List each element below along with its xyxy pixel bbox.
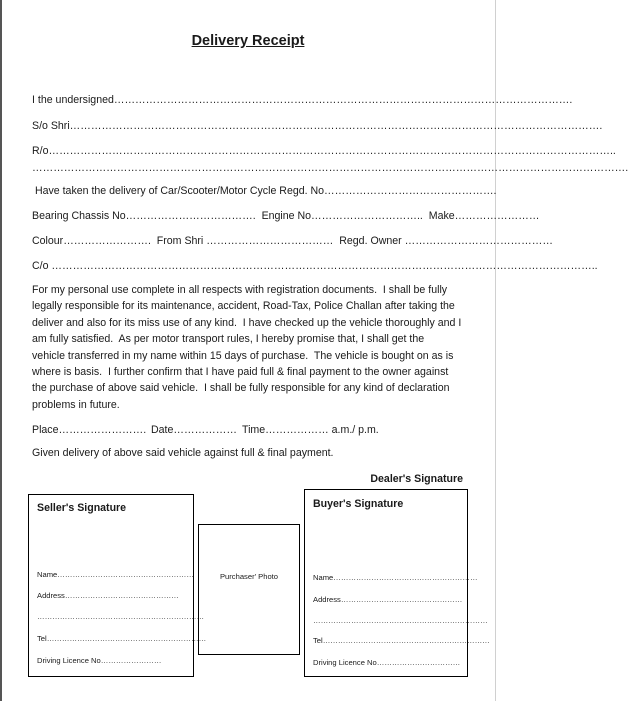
- buyer-signature-box: [304, 489, 468, 677]
- place-field: Place…………………….: [32, 424, 147, 436]
- ro-continuation-line: …………………………………………………………………………………………………………………………………………………….: [32, 162, 628, 174]
- page-left-edge: [0, 0, 2, 701]
- paragraph-line: deliver and also for its miss use of any kind. I have checked up the vehicle thoroughly and I: [32, 316, 462, 329]
- time-field: Time……………… a.m./ p.m.: [242, 424, 379, 436]
- paragraph-line: vehicle transferred in my name within 15 days of purchase. The vehicle is bought on as is: [32, 349, 454, 362]
- paragraph-line: For my personal use complete in all respects with registration documents. I shall be fully: [32, 284, 448, 296]
- buyer-tel-field: Tel…………………………………………………………: [313, 636, 490, 645]
- declaration-paragraph: [32, 282, 472, 413]
- seller-name-field: Name………………………………………………: [37, 570, 194, 579]
- purchaser-photo-box: [198, 524, 300, 655]
- purchaser-photo-label: Purchaser' Photo: [219, 572, 278, 581]
- buyer-address-field: Address…………………………………………: [313, 595, 463, 604]
- document-title-text: Delivery Receipt: [191, 33, 305, 49]
- undersigned-line: I the undersigned………………………………………………………………………………………………………………….: [32, 94, 573, 106]
- ro-line: R/o……………………………………………………………………………………………………………………………………………..: [32, 145, 616, 157]
- paragraph-line: problems in future.: [32, 398, 120, 411]
- seller-address-continuation: …………………………………………………………: [37, 612, 205, 621]
- buyer-name-field: Name…………………………………………………: [313, 573, 478, 582]
- buyer-signature-title: Buyer's Signature: [313, 498, 404, 510]
- paragraph-line: legally responsible for its maintenance, accident, Road-Tax, Police Challan after taking the: [32, 300, 455, 313]
- colour-owner-line: Colour……………………. From Shri ……………………………… Regd. Owner ……………………………………: [32, 235, 553, 247]
- dealer-signature-label: Dealer's Signature: [370, 473, 463, 485]
- document-title: [0, 33, 496, 49]
- seller-signature-box: [28, 494, 194, 677]
- seller-signature-title: Seller's Signature: [37, 502, 127, 514]
- paragraph-line: where is basis. I further confirm that I have paid full & final payment to the owner against: [32, 366, 449, 379]
- buyer-address-continuation: ……………………………………………………………: [313, 616, 488, 625]
- seller-licence-field: Driving Licence No……………………: [37, 656, 162, 665]
- seller-tel-field: Tel………………………………………………………: [37, 634, 207, 643]
- given-delivery-text: Given delivery of above said vehicle against full & final payment.: [32, 447, 334, 459]
- so-line: S/o Shri…………………………………………………………………………………………………………………………………….: [32, 120, 603, 132]
- delivery-line: Have taken the delivery of Car/Scooter/Motor Cycle Regd. No………………………………………….: [32, 185, 497, 197]
- paragraph-line: am fully satisfied. As per motor transport rules, I hereby promise that, I shall get the: [32, 333, 425, 346]
- paragraph-line: the purchase of above said vehicle. I shall be fully responsible for any kind of declaration: [32, 382, 450, 395]
- date-field: Date………………: [151, 424, 237, 436]
- seller-address-field: Address………………………………………: [37, 591, 179, 600]
- chassis-engine-line: Bearing Chassis No………………………………. Engine No………………………….. Make……………………: [32, 210, 540, 222]
- co-line: C/o ………………………………………………………………………………………………………………………………………..: [32, 260, 598, 272]
- buyer-licence-field: Driving Licence No……………………………: [313, 658, 461, 667]
